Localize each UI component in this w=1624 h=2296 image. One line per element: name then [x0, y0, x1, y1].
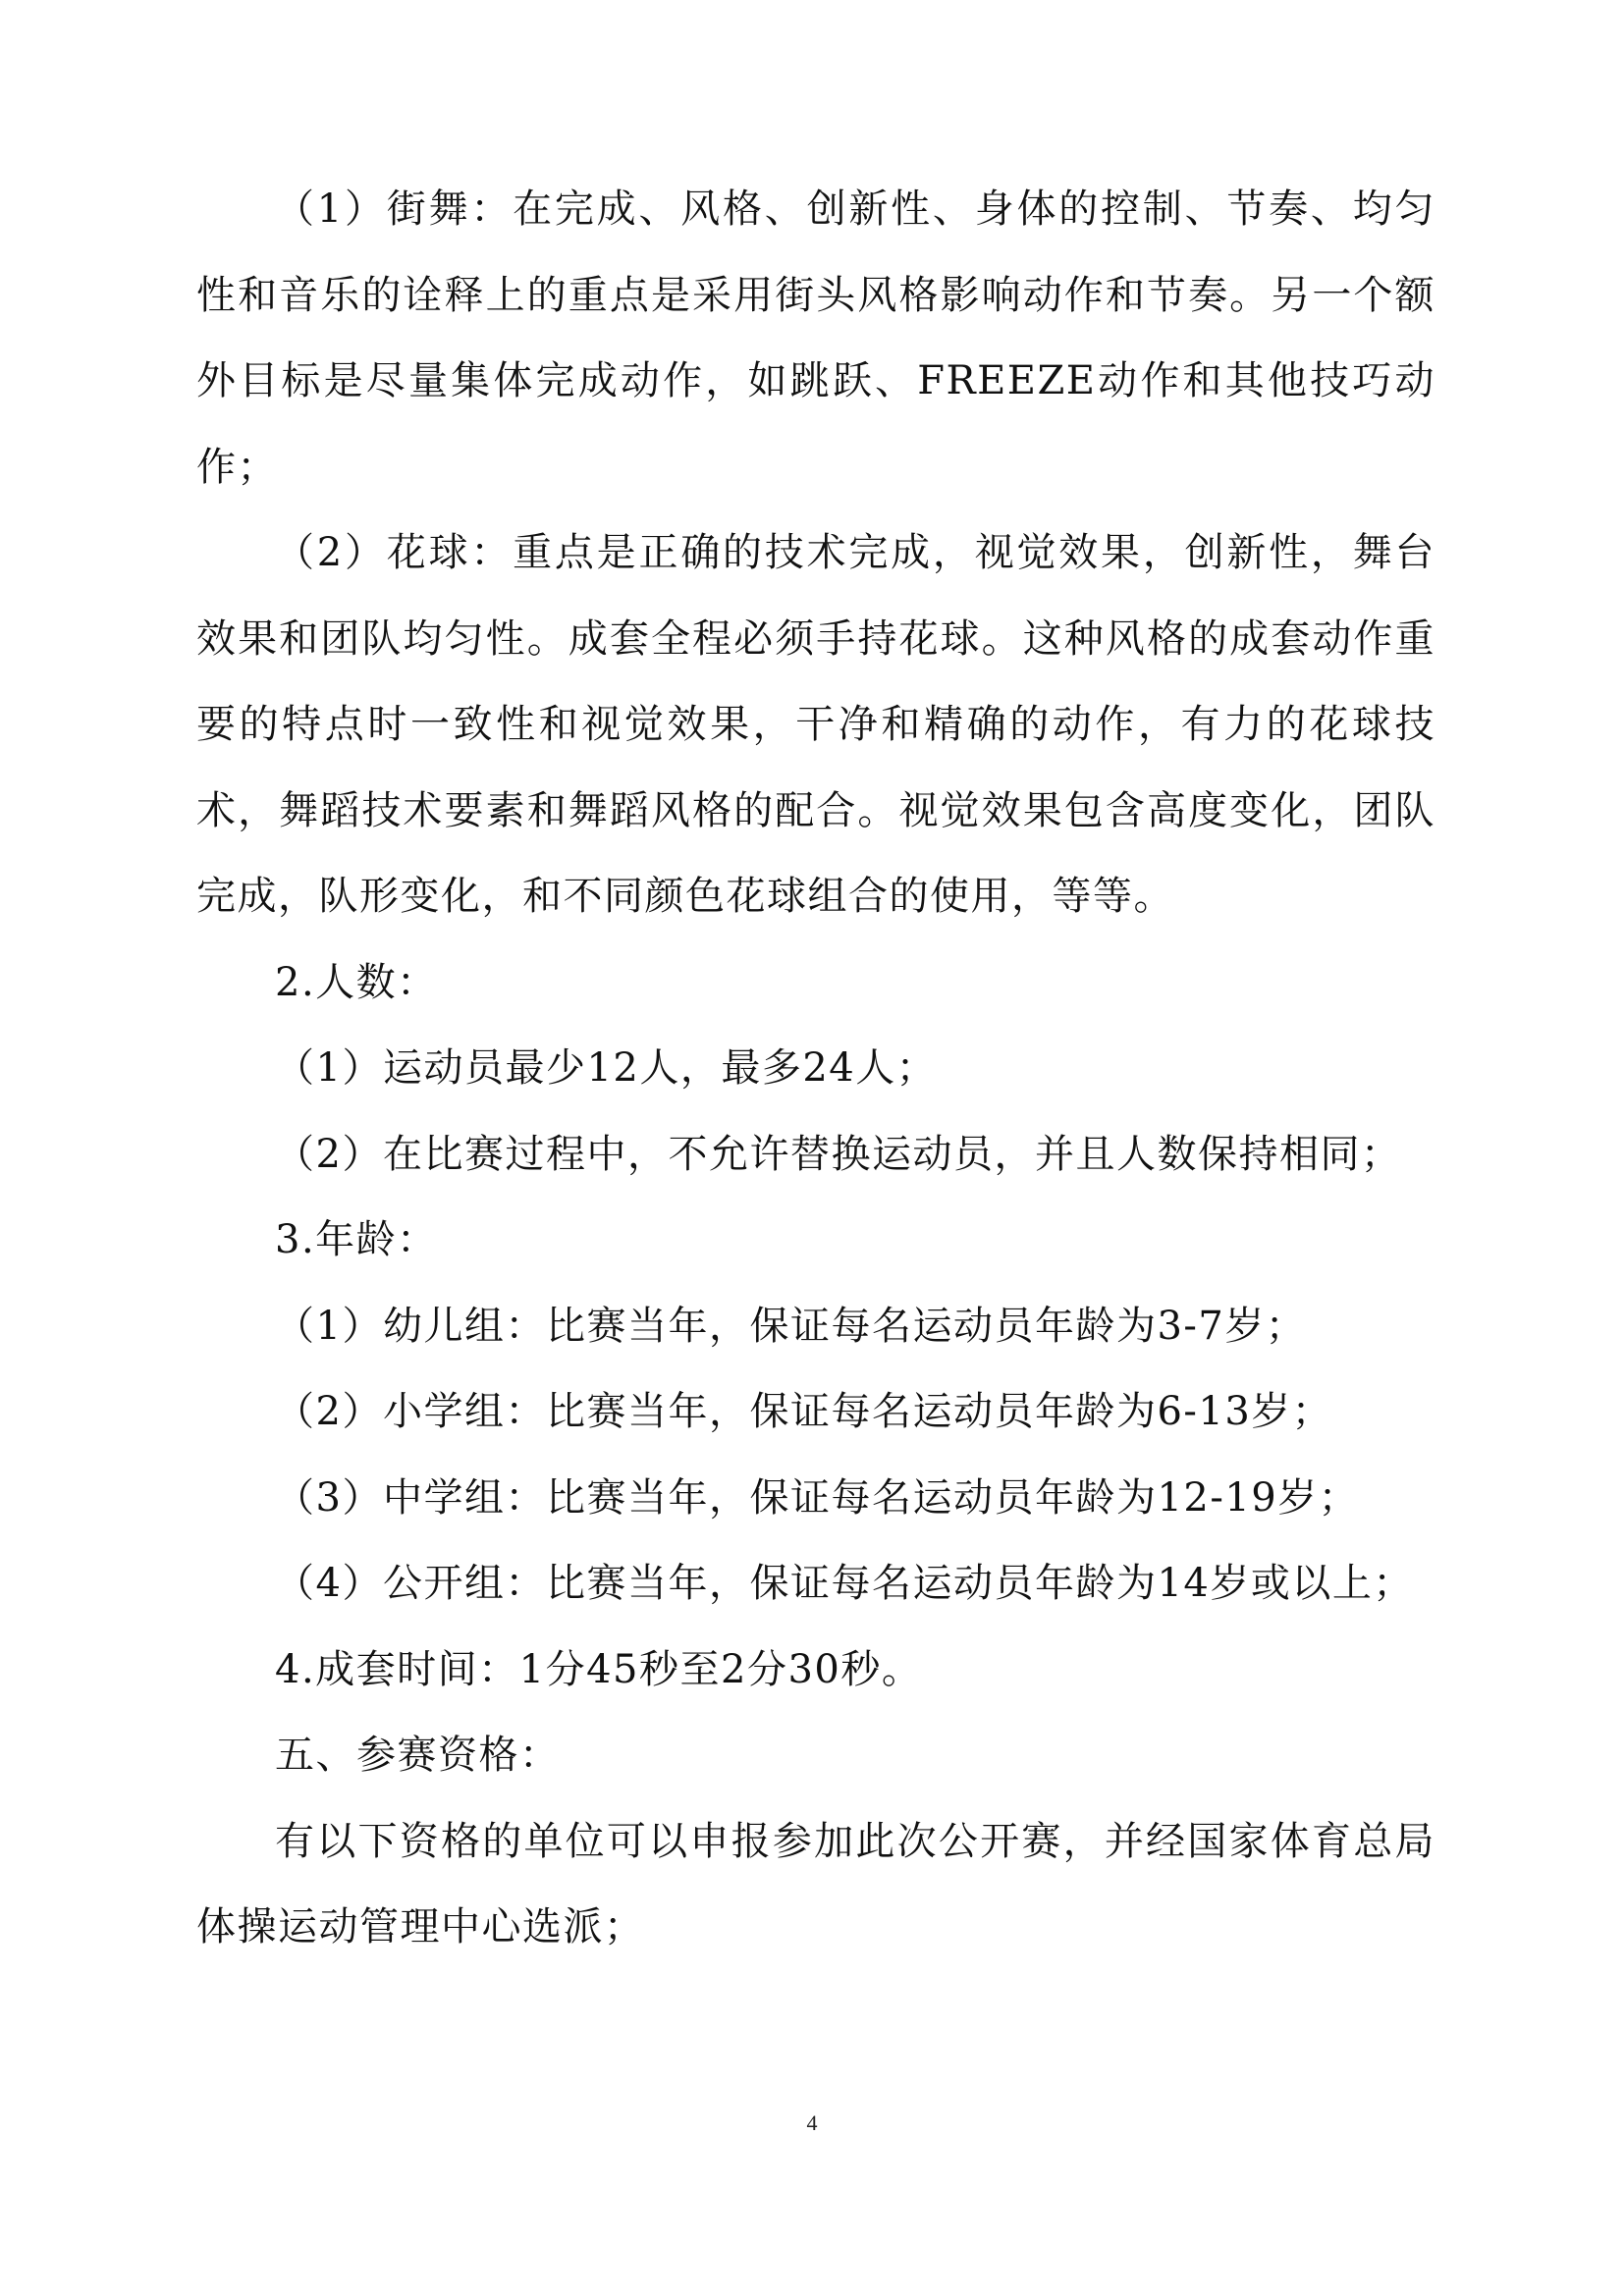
paragraph-age-primary: （2）小学组：比赛当年，保证每名运动员年龄为6-13岁；	[275, 1389, 1333, 1434]
paragraph-age-secondary: （3）中学组：比赛当年，保证每名运动员年龄为12-19岁；	[275, 1474, 1360, 1521]
paragraph-eligibility: 有以下资格的单位可以申报参加此次公开赛，并经国家体育总局体操运动管理中心选派；	[196, 1818, 1435, 1949]
paragraph-age-kindergarten: （1）幼儿组：比赛当年，保证每名运动员年龄为3-7岁；	[275, 1303, 1307, 1349]
paragraph-pom-pom: （2）花球：重点是正确的技术完成，视觉效果，创新性，舞台效果和团队均匀性。成套全程必须手持花球。这种风格的成套动作重要的特点时一致性和视觉效果，干净和精确的动作，有力的花球技术，舞蹈技术要素和舞蹈风格的配合。视觉效果包含高度变化，团队完成，队形变化，和不同颜色花球组合的使用，等等。	[196, 530, 1435, 919]
heading-eligibility: 五、参赛资格：	[275, 1733, 561, 1778]
paragraph-no-substitution: （2）在比赛过程中，不允许替换运动员，并且人数保持相同；	[275, 1131, 1402, 1177]
heading-headcount: 2.人数：	[275, 959, 438, 1005]
document-body	[196, 167, 1435, 1971]
paragraph-headcount-range: （1）运动员最少12人，最多24人；	[275, 1045, 938, 1091]
paragraph-routine-time: 4.成套时间：1分45秒至2分30秒。	[275, 1646, 923, 1692]
page-number: 4	[806, 2110, 818, 2135]
heading-age: 3.年龄：	[275, 1217, 438, 1262]
paragraph-age-open: （4）公开组：比赛当年，保证每名运动员年龄为14岁或以上；	[275, 1561, 1414, 1606]
paragraph-street-dance: （1）街舞：在完成、风格、创新性、身体的控制、节奏、均匀性和音乐的诠释上的重点是采用街头风格影响动作和节奏。另一个额外目标是尽量集体完成动作，如跳跃、FREEZE动作和其他技巧动作；	[196, 187, 1435, 490]
